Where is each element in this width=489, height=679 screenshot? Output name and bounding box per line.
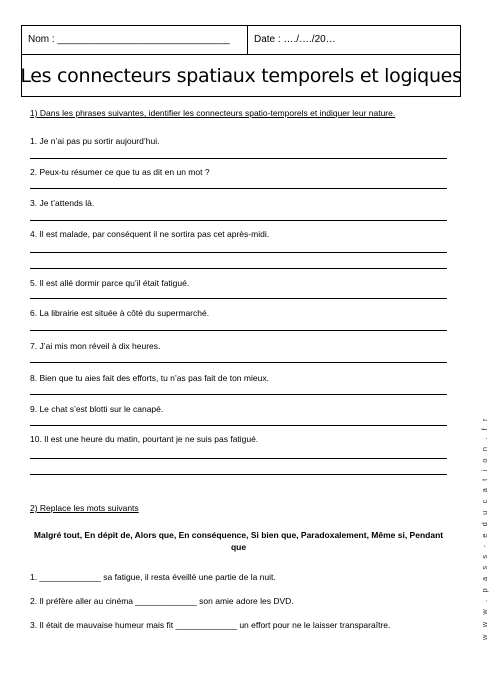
question-9: 9. Le chat s’est blotti sur le canapé. [30,404,164,414]
question-6: 6. La librairie est située à côté du supermarché. [30,308,210,318]
answer-line-4b[interactable] [30,268,447,269]
question-2: 2. Peux-tu résumer ce que tu as dit en un mot ? [30,167,210,177]
question-3: 3. Je t’attends là. [30,198,95,208]
watermark-text: w w w . p a s s - e d u c a t i o n . f r [480,415,489,640]
exercise-2-item-1: 1. _____________ sa fatigue, il resta éveillé une partie de la nuit. [30,572,276,582]
date-field[interactable]: Date : …./…./20… [254,34,336,45]
question-4: 4. Il est malade, par conséquent il ne sortira pas cet après-midi. [30,229,270,239]
section1-heading: 1) Dans les phrases suivantes, identifier les connecteurs spatio-temporels et indiquer leur nature. [30,108,396,118]
title-box [21,55,461,97]
answer-line-4a[interactable] [30,252,447,253]
answer-line-6[interactable] [30,330,447,331]
header-box [21,25,461,55]
answer-line-10a[interactable] [30,458,447,459]
section2-heading: 2) Replace les mots suivants [30,503,139,513]
answer-line-3[interactable] [30,220,447,221]
question-8: 8. Bien que tu aies fait des efforts, tu n’as pas fait de ton mieux. [30,373,269,383]
answer-line-9[interactable] [30,425,447,426]
watermark [468,415,489,640]
answer-line-1[interactable] [30,158,447,159]
page-title: Les connecteurs spatiaux temporels et logiques [20,64,462,87]
name-field[interactable]: Nom : _______________________________ [22,26,248,54]
answer-line-7[interactable] [30,362,447,363]
exercise-2-item-3: 3. Il était de mauvaise humeur mais fit _____________ un effort pour ne le laisser transparaître. [30,620,391,630]
question-5: 5. Il est allé dormir parce qu’il était fatigué. [30,278,190,288]
word-list: Malgré tout, En dépit de, Alors que, En conséquence, Si bien que, Paradoxalement, Même si, Pendant que [33,530,444,552]
answer-line-2[interactable] [30,188,447,189]
exercise-2-item-2: 2. Il préfère aller au cinéma _____________ son amie adore les DVD. [30,596,294,606]
answer-line-10b[interactable] [30,474,447,475]
question-7: 7. J’ai mis mon réveil à dix heures. [30,341,161,351]
answer-line-5[interactable] [30,298,447,299]
answer-line-8[interactable] [30,394,447,395]
question-10: 10. Il est une heure du matin, pourtant je ne suis pas fatigué. [30,434,259,444]
question-1: 1. Je n’ai pas pu sortir aujourd’hui. [30,136,160,146]
